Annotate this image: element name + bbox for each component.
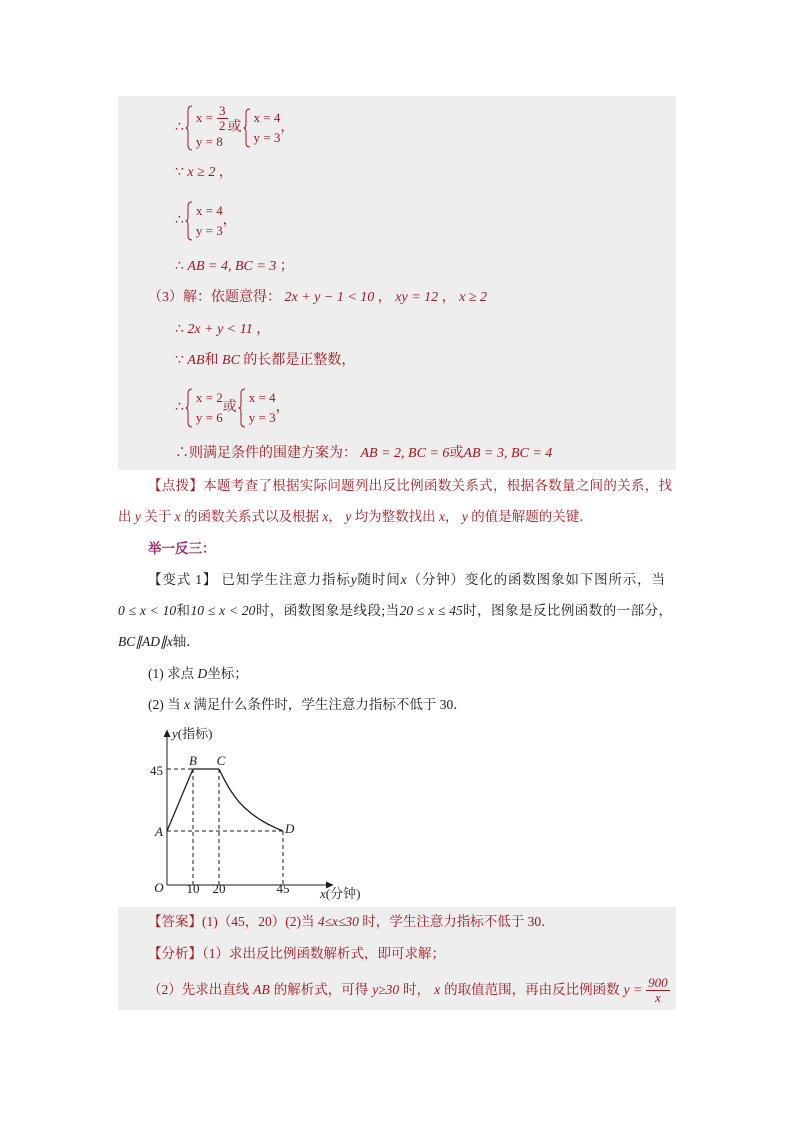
tip-line-1 [148, 476, 672, 496]
system-row: x = 4 [195, 203, 223, 218]
text: (1) 求点 [148, 666, 195, 681]
math-var: x [174, 509, 181, 524]
text: 时，学生注意力指标不低于 30． [362, 914, 555, 929]
y-tick-label: 45 [150, 763, 163, 778]
math-expression: y = [623, 982, 643, 997]
left-brace [243, 108, 251, 148]
therefore-symbol: ∴ [175, 259, 184, 274]
math-var: D [197, 666, 208, 681]
therefore-symbol: ∴ [175, 322, 184, 337]
math-expression: BC∥AD∥x [118, 634, 173, 649]
text: 的函数关系式以及根据 [184, 509, 319, 524]
math-var: x [400, 572, 407, 587]
left-brace [185, 201, 193, 241]
text: 随时间 [356, 572, 401, 587]
equation-system-a [184, 104, 228, 152]
punctuation: ， [222, 213, 237, 228]
solution-line-4 [175, 257, 294, 277]
math-expression: 0 ≤ x < 10 [118, 603, 177, 618]
text: 时，图象是反比例函数的一部分， [462, 603, 673, 618]
tip-line-2 [118, 507, 593, 527]
system-row: x = 4 [253, 110, 281, 125]
y-axis-unit: (指标) [177, 726, 213, 741]
math-var: x [184, 697, 190, 712]
system-rows [195, 388, 223, 428]
solution-line-5 [148, 288, 487, 308]
left-brace [185, 388, 193, 428]
point-d-label: D [285, 821, 295, 836]
x-tick-label: 10 [186, 881, 200, 896]
fraction-numerator: 3 [219, 102, 226, 118]
math-expression: xy = 12 [395, 290, 439, 305]
therefore-symbol: ∴ [175, 400, 184, 415]
text: 的解析式，可得 [273, 982, 369, 997]
fraction [217, 104, 228, 133]
text: 的取值范围，再由反比例函数 [444, 982, 620, 997]
math-expression: x ≥ 2 [459, 290, 488, 305]
text: 轴． [172, 634, 200, 649]
text: 和 [176, 603, 191, 618]
text: (2) 当 [148, 697, 181, 712]
text: ， [328, 509, 342, 524]
punctuation: ， [256, 322, 271, 337]
system-rows [195, 201, 223, 241]
math-expression: x ≥ 2 [187, 165, 216, 180]
text: ∴则满足条件的围建方案为： [175, 446, 357, 461]
sub-question-1 [148, 664, 248, 684]
math-var: x [439, 509, 445, 524]
math-expression: BC [222, 353, 240, 368]
therefore-symbol: ∴ [175, 120, 184, 135]
x-tick-label: 45 [276, 881, 290, 896]
math-expression: 10 ≤ x < 20 [190, 603, 256, 618]
math-var: y [461, 509, 468, 524]
because-symbol: ∵ [175, 353, 184, 368]
math-expression: AB = 4, BC = 3 [187, 259, 277, 274]
solution-line-9 [175, 444, 552, 464]
math-expression: AB = 3, BC = 4 [463, 446, 553, 461]
text: 的值是解题的关键． [471, 509, 593, 524]
system-row: y = 3 [248, 410, 276, 425]
punctuation: ， [377, 290, 392, 305]
math-var: y [350, 572, 357, 587]
or-word: 或 [222, 400, 237, 415]
equation-system-b [237, 388, 276, 428]
or-word: 或 [227, 120, 242, 135]
text: （1）求出反比例函数解析式，即可求解； [202, 946, 445, 961]
tip-label: 【点拨】 [148, 478, 204, 493]
fraction [646, 976, 670, 1005]
system-row [195, 104, 228, 132]
x-axis-unit: (分钟) [325, 886, 361, 901]
fraction-denominator: 2 [219, 117, 226, 133]
math-expression: 2x + y − 1 < 10 [284, 290, 375, 305]
left-brace [185, 105, 193, 151]
math-var: AB [253, 982, 270, 997]
because-symbol: ∵ [175, 165, 184, 180]
hyperbola-c-d [219, 769, 283, 831]
math-expression: y≥30 [372, 982, 400, 997]
point-c-label: C [216, 753, 226, 768]
point-a-label: A [155, 824, 163, 839]
system-row: y = 3 [195, 223, 223, 238]
answer-line [148, 912, 555, 932]
fraction-denominator: x [655, 989, 661, 1005]
text: 均为整数找出 [354, 509, 436, 524]
part-3-label: （3）解：依题意得： [148, 290, 281, 305]
punctuation: ， [275, 400, 290, 415]
analysis-line-1 [148, 944, 445, 964]
punctuation: ， [441, 290, 456, 305]
text: 已知学生注意力指标 [221, 572, 351, 587]
therefore-symbol: ∴ [175, 213, 184, 228]
origin-label: O [154, 880, 164, 895]
x-axis-label [319, 886, 360, 901]
system-rows [248, 388, 276, 428]
question-line-1 [148, 570, 665, 590]
analysis-label: 【分析】 [148, 946, 202, 961]
analysis-line-2 [148, 970, 670, 1010]
point-b-label: B [189, 753, 197, 768]
text: 满足什么条件时，学生注意力指标不低于 30． [193, 697, 467, 712]
sub-question-2 [148, 695, 467, 715]
practice-heading: 举一反三： [148, 541, 216, 556]
x-axis-var: x [320, 886, 326, 901]
system-rows [195, 104, 228, 152]
math-var: y [345, 509, 352, 524]
math-expression: 2x + y < 11 [187, 322, 253, 337]
system-row: y = 3 [253, 130, 281, 145]
or-word: 或 [449, 446, 464, 461]
text: (1)（45，20）(2)当 [202, 914, 315, 929]
solution-line-8 [175, 388, 290, 428]
equation-system-a [184, 388, 223, 428]
math-expression: 4≤x≤30 [317, 914, 359, 929]
solution-line-6 [175, 320, 270, 340]
solution-line-1 [175, 104, 294, 152]
attention-graph [140, 720, 380, 905]
math-expression: AB [187, 353, 205, 368]
equation-lhs: x = [195, 110, 214, 125]
question-line-3 [118, 632, 200, 652]
punctuation: ， [218, 165, 233, 180]
y-axis-label [170, 726, 212, 741]
system-row: y = 6 [195, 410, 223, 425]
answer-label: 【答案】 [148, 914, 202, 929]
math-var: x [322, 509, 329, 524]
y-axis-var: y [172, 726, 178, 741]
text: ， [445, 509, 459, 524]
text: 的长都是正整数， [243, 353, 356, 368]
solution-line-2 [175, 163, 233, 183]
equation-system-b [242, 108, 281, 148]
solution-line-7 [175, 351, 355, 371]
math-var: x [434, 982, 441, 997]
fraction-numerator: 900 [648, 974, 668, 990]
system-row: x = 2 [195, 390, 223, 405]
x-tick-label: 20 [212, 881, 226, 896]
punctuation: ， [280, 120, 295, 135]
punctuation: ； [279, 259, 294, 274]
text: 和 [204, 353, 219, 368]
text: 时， [403, 982, 431, 997]
text: 出 [118, 509, 132, 524]
text: 关于 [144, 509, 172, 524]
equation-system [184, 201, 223, 241]
system-row: y = 8 [195, 134, 223, 149]
math-expression: 20 ≤ x ≤ 45 [399, 603, 463, 618]
math-expression: AB = 2, BC = 6 [360, 446, 450, 461]
solution-line-3 [175, 201, 237, 241]
question-line-2 [118, 601, 672, 621]
text: （2）先求出直线 [148, 982, 250, 997]
system-rows [253, 108, 281, 148]
math-var: y [134, 509, 141, 524]
text: 坐标； [207, 666, 248, 681]
text: 时，函数图象是线段;当 [255, 603, 400, 618]
text: （分钟）变化的函数图象如下图所示，当 [406, 572, 666, 587]
tip-text: 本题考查了根据实际问题列出反比例函数关系式，根据各数量之间的关系，找 [203, 478, 673, 493]
variant-label: 【变式 1】 [148, 572, 218, 587]
left-brace [238, 388, 246, 428]
system-row: x = 4 [248, 390, 276, 405]
